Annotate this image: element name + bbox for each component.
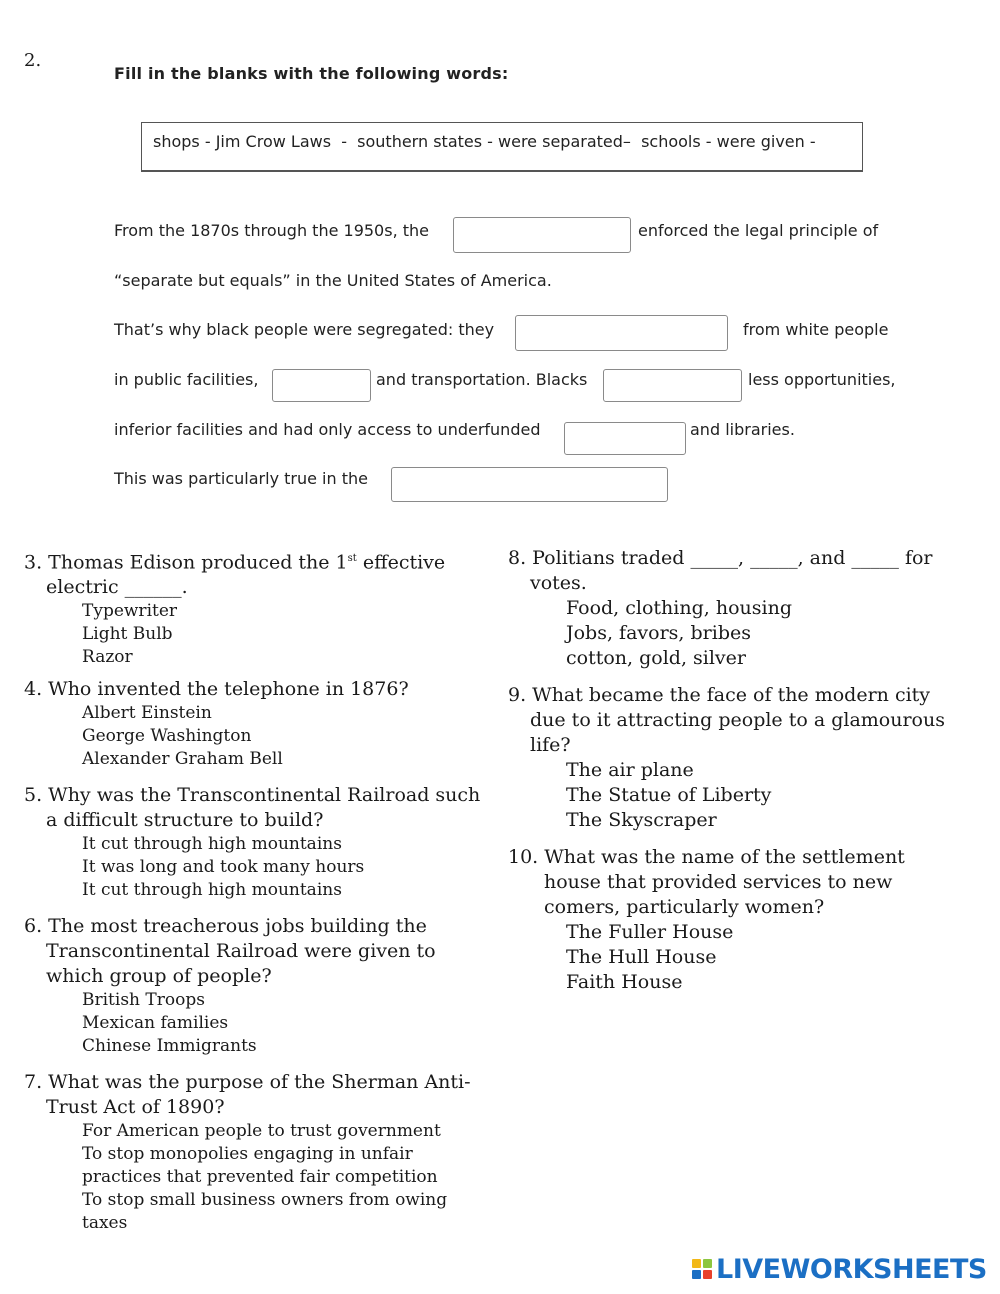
- question-10-option[interactable]: Faith House: [566, 971, 683, 993]
- question-8-option[interactable]: Food, clothing, housing: [566, 597, 792, 619]
- question-8-options: [508, 596, 933, 671]
- question-8-option[interactable]: Jobs, favors, bribes: [566, 622, 751, 644]
- question-9-option[interactable]: The air plane: [566, 759, 694, 781]
- question-10: [508, 845, 905, 995]
- question-6-text: 6. The most treacherous jobs building the: [24, 915, 427, 937]
- question-8: [508, 546, 933, 671]
- question-3-text: [24, 546, 445, 575]
- question-10-line-3: comers, particularly women?: [544, 896, 825, 918]
- question-7: [24, 1070, 471, 1235]
- question-9-line-3: life?: [530, 734, 571, 756]
- sentence-line-5a: inferior facilities and had only access to underfunded: [114, 420, 541, 439]
- logo-block: [703, 1270, 712, 1279]
- question-7-option[interactable]: To stop small business owners from owing: [82, 1190, 448, 1210]
- question-4-option[interactable]: George Washington: [82, 726, 252, 746]
- question-6-option[interactable]: Chinese Immigrants: [82, 1036, 257, 1056]
- question-3-option[interactable]: Typewriter: [82, 601, 178, 622]
- question-3: [24, 546, 445, 669]
- sentence-line-3b: from white people: [743, 320, 889, 339]
- question-10-option[interactable]: The Fuller House: [566, 921, 734, 943]
- question-4: [24, 677, 409, 771]
- question-3-option[interactable]: Razor: [82, 647, 133, 668]
- question-10-options: [508, 920, 905, 995]
- blank-input-6[interactable]: [391, 467, 668, 502]
- question-6-line-2: Transcontinental Railroad were given to: [46, 940, 436, 962]
- question-7-option[interactable]: To stop monopolies engaging in unfair: [82, 1144, 413, 1164]
- question-5-option[interactable]: It cut through high mountains: [82, 834, 342, 854]
- logo-block: [703, 1259, 712, 1268]
- question-4-options: [24, 702, 409, 771]
- sentence-line-1a: From the 1870s through the 1950s, the: [114, 221, 429, 240]
- question-6-line-3: which group of people?: [46, 965, 272, 987]
- logo-block: [692, 1270, 701, 1279]
- question-10-text: 10. What was the name of the settlement: [508, 846, 905, 868]
- sentence-line-3a: That’s why black people were segregated: they: [114, 320, 495, 339]
- liveworksheets-logo: [692, 1254, 987, 1284]
- question-5: [24, 783, 480, 902]
- question-10-option[interactable]: The Hull House: [566, 946, 717, 968]
- question-3-superscript: st: [347, 553, 357, 564]
- blank-input-4[interactable]: [603, 369, 742, 402]
- sentence-line-1b: enforced the legal principle of: [638, 221, 879, 240]
- question-5-text: 5. Why was the Transcontinental Railroad such: [24, 784, 481, 806]
- word-bank-text: shops - Jim Crow Laws - southern states - were separated– schools - were given -: [153, 132, 816, 151]
- sentence-line-4a: in public facilities,: [114, 370, 259, 389]
- question-8-text: 8. Politians traded _____, _____, and _____ for: [508, 547, 933, 569]
- question-9: [508, 683, 945, 833]
- sentence-line-6a: This was particularly true in the: [114, 469, 368, 488]
- question-5-option[interactable]: It cut through high mountains: [82, 880, 342, 900]
- logo-block: [692, 1259, 701, 1268]
- question-7-options: [24, 1120, 471, 1235]
- question-6-options: [24, 989, 436, 1058]
- question-4-option[interactable]: Alexander Graham Bell: [82, 749, 283, 769]
- question-7-option[interactable]: For American people to trust government: [82, 1121, 441, 1141]
- blank-input-1[interactable]: [453, 217, 631, 253]
- question-3-option[interactable]: Light Bulb: [82, 624, 173, 645]
- question-9-options: [508, 758, 945, 833]
- question-5-options: [24, 833, 480, 902]
- sentence-line-4c: less opportunities,: [748, 370, 896, 389]
- question-10-line-2: house that provided services to new: [544, 871, 893, 893]
- question-5-line-2: a difficult structure to build?: [46, 809, 324, 831]
- blank-input-5[interactable]: [564, 422, 686, 455]
- question-9-option[interactable]: The Statue of Liberty: [566, 784, 772, 806]
- fill-blanks-heading: Fill in the blanks with the following words:: [114, 64, 509, 83]
- question-7-option-continued: taxes: [82, 1213, 128, 1233]
- question-3-options: [24, 600, 445, 669]
- question-7-line-2: Trust Act of 1890?: [46, 1096, 225, 1118]
- question-6: [24, 914, 436, 1058]
- question-4-option[interactable]: Albert Einstein: [82, 703, 212, 723]
- logo-blocks-icon: [692, 1259, 712, 1279]
- blank-input-2[interactable]: [515, 315, 728, 351]
- question-7-option-continued: practices that prevented fair competition: [82, 1167, 438, 1187]
- question-9-line-2: due to it attracting people to a glamourous: [530, 709, 945, 731]
- sentence-line-4b: and transportation. Blacks: [376, 370, 588, 389]
- question-8-option[interactable]: cotton, gold, silver: [566, 647, 746, 669]
- question-7-text: 7. What was the purpose of the Sherman Anti-: [24, 1071, 471, 1093]
- question-3-prefix: 3. Thomas Edison produced the 1: [24, 551, 348, 574]
- logo-text: LIVEWORKSHEETS: [716, 1253, 987, 1285]
- blank-input-3[interactable]: [272, 369, 371, 402]
- sentence-line-2: “separate but equals” in the United States of America.: [114, 271, 552, 290]
- question-3-line-2: electric ______.: [46, 576, 188, 599]
- question-5-option[interactable]: It was long and took many hours: [82, 857, 365, 877]
- question-4-text: 4. Who invented the telephone in 1876?: [24, 678, 409, 700]
- question-8-line-2: votes.: [530, 572, 587, 594]
- sentence-line-5b: and libraries.: [690, 420, 795, 439]
- question-6-option[interactable]: British Troops: [82, 990, 205, 1010]
- question-6-option[interactable]: Mexican families: [82, 1013, 229, 1033]
- question-3-suffix: effective: [356, 551, 446, 574]
- question-9-text: 9. What became the face of the modern city: [508, 684, 931, 706]
- question-2-number: 2.: [24, 50, 42, 71]
- question-9-option[interactable]: The Skyscraper: [566, 809, 717, 831]
